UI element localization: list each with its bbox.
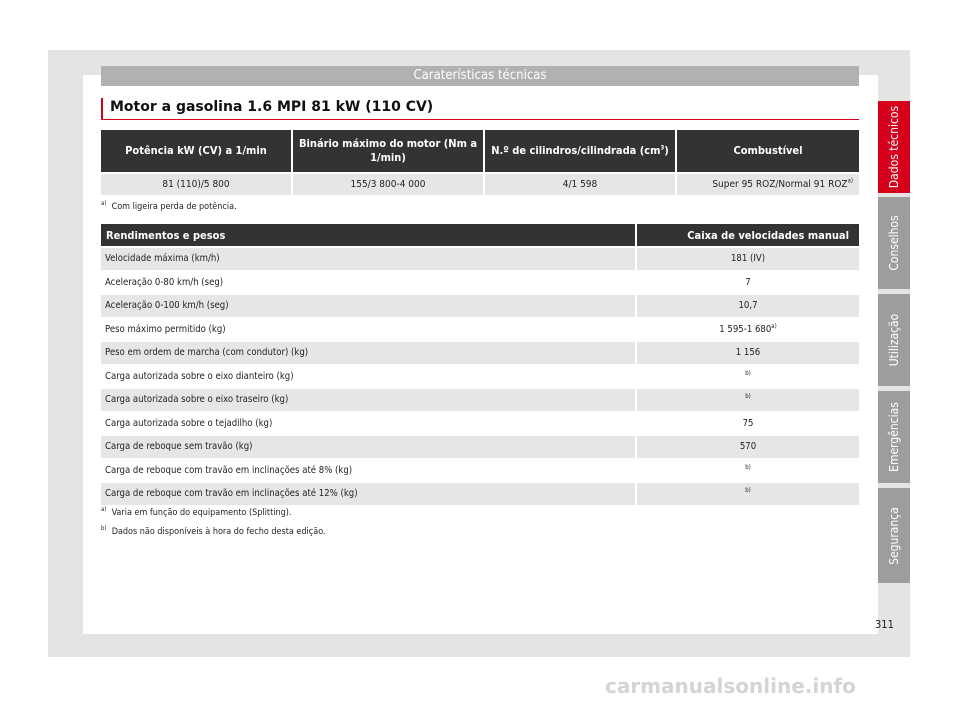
row-label: Carga de reboque com travão em inclinações até 12% (kg)	[101, 482, 636, 505]
side-tab[interactable]	[878, 101, 910, 193]
row-value-text: 75	[742, 417, 754, 429]
performance-table-body	[101, 247, 859, 505]
row-value-text: 10,7	[738, 300, 758, 312]
engine-fuel-value	[676, 173, 859, 195]
performance-header-gearbox: Caixa de velocidades manual	[636, 224, 859, 247]
footnote-mark: a)	[101, 506, 107, 513]
side-tab-label: Utilização	[887, 313, 901, 367]
performance-header-label: Rendimentos e pesos	[101, 224, 636, 247]
row-label: Carga de reboque com travão em inclinações até 8% (kg)	[101, 459, 636, 483]
engine-header-cylinders	[484, 130, 676, 173]
table-row	[101, 459, 859, 483]
table-row	[101, 318, 859, 342]
engine-table-row	[101, 173, 859, 195]
table-row	[101, 388, 859, 412]
row-label: Aceleração 0-100 km/h (seg)	[101, 294, 636, 318]
row-value-sup: b)	[745, 463, 751, 471]
table-row	[101, 365, 859, 389]
row-label: Carga autorizada sobre o eixo traseiro (kg)	[101, 388, 636, 412]
row-value	[636, 294, 859, 318]
table-row	[101, 412, 859, 436]
row-value	[636, 412, 859, 436]
footnote-text: Com ligeira perda de potência.	[111, 202, 237, 212]
footnote-mark: b)	[101, 525, 107, 532]
engine-header-power: Potência kW (CV) a 1/min	[101, 130, 292, 173]
row-label: Carga de reboque sem travão (kg)	[101, 435, 636, 459]
row-label: Carga autorizada sobre o tejadilho (kg)	[101, 412, 636, 436]
row-label: Peso máximo permitido (kg)	[101, 318, 636, 342]
footnote	[101, 508, 292, 518]
engine-header-cylinders-sup: 3	[660, 144, 665, 152]
row-label: Velocidade máxima (km/h)	[101, 247, 636, 271]
footnote-a-top	[101, 202, 237, 212]
page-title: Motor a gasolina 1.6 MPI 81 kW (110 CV)	[101, 98, 859, 120]
performance-header-row	[101, 224, 859, 247]
engine-fuel-text: Super 95 ROZ/Normal 91 ROZ	[712, 179, 848, 190]
row-value-sup: a)	[771, 322, 777, 330]
row-label: Peso em ordem de marcha (com condutor) (kg)	[101, 341, 636, 365]
side-tab-label: Emergências	[887, 402, 901, 472]
footnote-text: Varia em função do equipamento (Splitting).	[111, 508, 292, 518]
engine-header-cylinders-text: N.º de cilindros/cilindrada (cm	[491, 144, 661, 157]
side-tab[interactable]	[878, 294, 910, 386]
row-label: Carga autorizada sobre o eixo dianteiro (kg)	[101, 365, 636, 389]
table-row	[101, 271, 859, 295]
row-value	[636, 271, 859, 295]
row-value	[636, 247, 859, 271]
engine-header-cylinders-close: )	[664, 144, 669, 157]
side-tab[interactable]	[878, 197, 910, 289]
row-value-sup: b)	[745, 369, 751, 377]
engine-header-fuel: Combustível	[676, 130, 859, 173]
side-tab[interactable]	[878, 391, 910, 483]
row-value-sup: b)	[745, 487, 751, 495]
section-header: Caraterísticas técnicas	[101, 66, 859, 86]
engine-power-value: 81 (110)/5 800	[101, 173, 292, 195]
row-value	[636, 365, 859, 389]
page-number: 311	[875, 618, 894, 631]
engine-header-torque: Binário máximo do motor (Nm a 1/min)	[292, 130, 484, 173]
row-value	[636, 435, 859, 459]
table-row	[101, 435, 859, 459]
row-value	[636, 459, 859, 483]
engine-spec-table	[101, 130, 859, 195]
side-tab-label: Conselhos	[887, 215, 901, 271]
row-value	[636, 482, 859, 505]
row-value-text: 1 156	[735, 347, 761, 359]
performance-table	[101, 224, 859, 505]
row-value-text: 1 595-1 680	[719, 323, 772, 335]
engine-torque-value: 155/3 800-4 000	[292, 173, 484, 195]
table-row	[101, 247, 859, 271]
side-tab-label: Segurança	[887, 506, 901, 565]
watermark: carmanualsonline.info	[605, 674, 856, 698]
row-value-text: 570	[739, 441, 757, 453]
table-row	[101, 341, 859, 365]
row-value	[636, 318, 859, 342]
engine-fuel-sup: a)	[847, 177, 853, 185]
footnote	[101, 527, 326, 537]
row-value-text: 181 (IV)	[730, 253, 766, 265]
engine-cylinders-value: 4/1 598	[484, 173, 676, 195]
engine-table-header-row	[101, 130, 859, 173]
table-row	[101, 294, 859, 318]
side-tab-label: Dados técnicos	[887, 105, 901, 189]
row-label: Aceleração 0-80 km/h (seg)	[101, 271, 636, 295]
row-value-sup: b)	[745, 393, 751, 401]
row-value	[636, 341, 859, 365]
side-tab[interactable]	[878, 488, 910, 583]
row-value-text: 7	[745, 276, 751, 288]
footnote-mark: a)	[101, 200, 107, 207]
footnote-text: Dados não disponíveis à hora do fecho desta edição.	[111, 527, 326, 537]
table-row	[101, 482, 859, 505]
row-value	[636, 388, 859, 412]
